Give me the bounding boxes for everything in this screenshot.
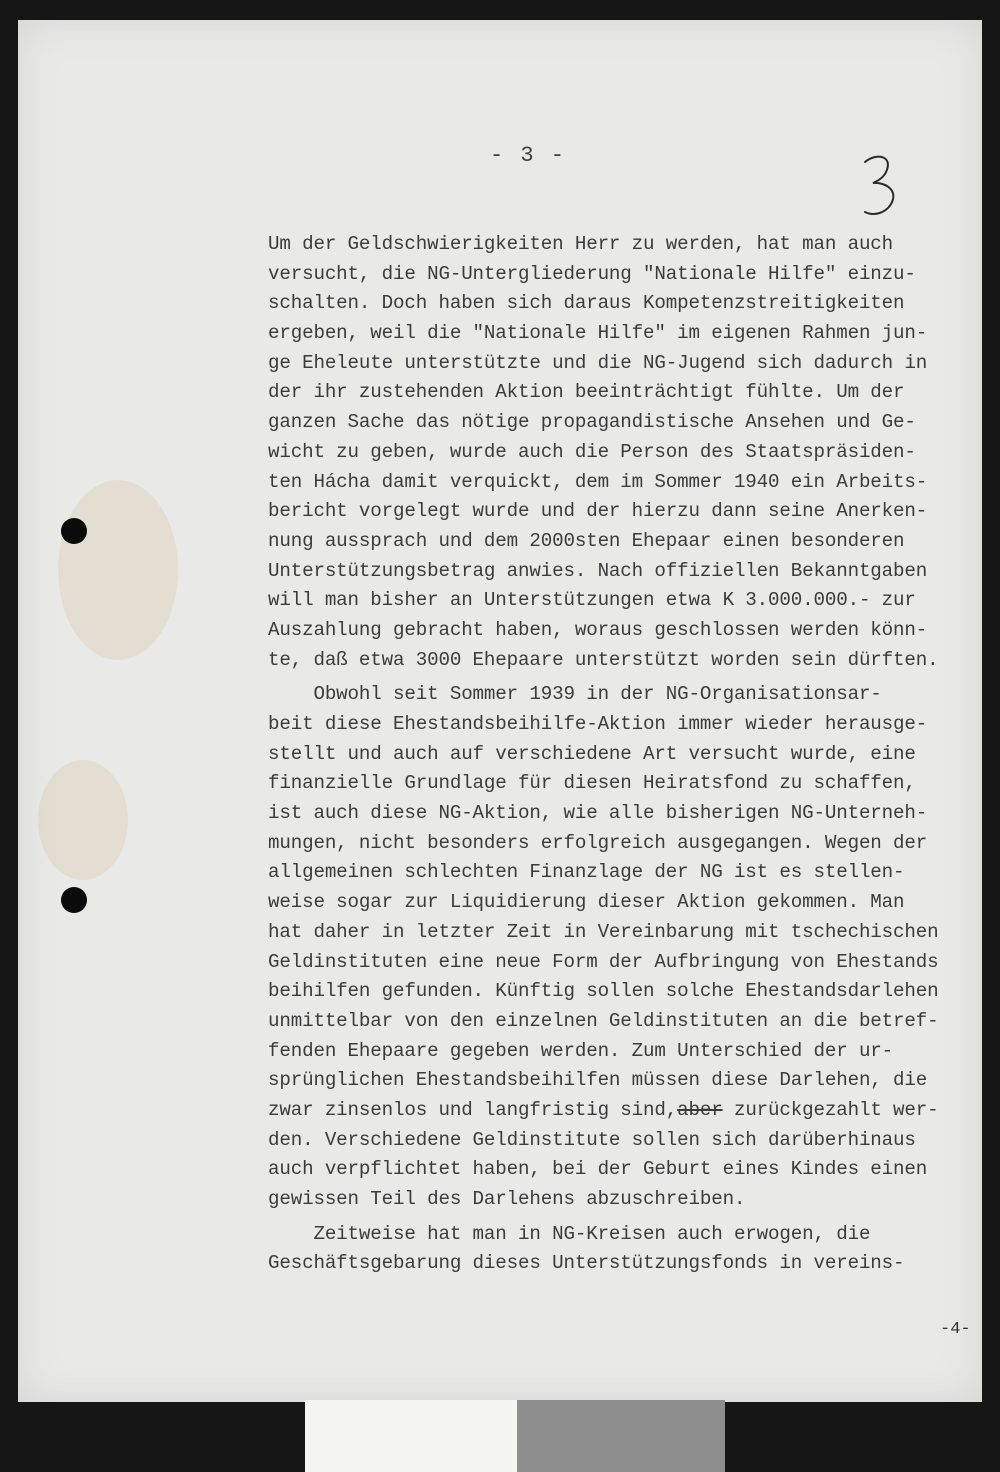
text-line: finanzielle Grundlage für diesen Heiratsfond zu schaffen, — [268, 772, 916, 795]
text-line: auch verpflichtet haben, bei der Geburt eines Kindes einen — [268, 1158, 928, 1181]
text-line: versucht, die NG-Untergliederung "Nationale Hilfe" einzu- — [268, 262, 916, 285]
page-number: - 3 - — [490, 143, 567, 168]
text-line: beihilfen gefunden. Künftig sollen solche Ehestandsdarlehen — [268, 980, 939, 1003]
paper-stain — [38, 760, 128, 880]
text-line: ist auch diese NG-Aktion, wie alle bisherigen NG-Unterneh- — [268, 802, 928, 825]
document-body — [268, 230, 978, 1279]
text-line: allgemeinen schlechten Finanzlage der NG ist es stellen- — [268, 861, 905, 884]
text-line: der ihr zustehenden Aktion beeinträchtigt fühlte. Um der — [268, 381, 905, 404]
next-page-marker: -4- — [940, 1320, 971, 1339]
text-segment: zurückgezahlt wer- — [722, 1098, 939, 1121]
text-line: fenden Ehepaare gegeben werden. Zum Unterschied der ur- — [268, 1039, 894, 1062]
text-line — [268, 1096, 978, 1126]
text-line: ergeben, weil die "Nationale Hilfe" im eigenen Rahmen jun- — [268, 322, 928, 345]
archive-tag-white — [305, 1400, 517, 1472]
text-line: Zeitweise hat man in NG-Kreisen auch erwogen, die — [268, 1222, 871, 1245]
text-line: unmittelbar von den einzelnen Geldinstituten an die betref- — [268, 1009, 939, 1032]
paper-stain — [58, 480, 178, 660]
text-line: Um der Geldschwierigkeiten Herr zu werden, hat man auch — [268, 233, 894, 255]
handwritten-page-number — [855, 150, 905, 220]
text-line: wicht zu geben, wurde auch die Person des Staatspräsiden- — [268, 440, 916, 463]
text-line: schalten. Doch haben sich daraus Kompetenzstreitigkeiten — [268, 292, 905, 315]
text-line: Auszahlung gebracht haben, woraus geschlossen werden könn- — [268, 618, 928, 641]
text-line: Geldinstituten eine neue Form der Aufbringung von Ehestands — [268, 950, 939, 973]
text-line: te, daß etwa 3000 Ehepaare unterstützt worden sein dürften. — [268, 648, 939, 671]
text-line: Unterstützungsbetrag anwies. Nach offiziellen Bekanntgaben — [268, 559, 928, 582]
text-segment: zwar zinsenlos und langfristig sind, — [268, 1098, 678, 1121]
text-line: ge Eheleute unterstützte und die NG-Jugend sich dadurch in — [268, 351, 928, 374]
text-line: stellt und auch auf verschiedene Art versucht wurde, eine — [268, 742, 916, 765]
text-line: bericht vorgelegt wurde und der hierzu dann seine Anerken- — [268, 500, 928, 523]
text-line: ten Hácha damit verquickt, dem im Sommer 1940 ein Arbeits- — [268, 470, 928, 493]
text-line: hat daher in letzter Zeit in Vereinbarung mit tschechischen — [268, 920, 939, 943]
text-line: gewissen Teil des Darlehens abzuschreiben. — [268, 1188, 746, 1210]
text-line: mungen, nicht besonders erfolgreich ausgegangen. Wegen der — [268, 831, 928, 854]
struck-word: aber — [677, 1098, 723, 1121]
archive-tag-gray — [517, 1400, 725, 1472]
text-line: ganzen Sache das nötige propagandistische Ansehen und Ge- — [268, 411, 916, 434]
text-line: beit diese Ehestandsbeihilfe-Aktion immer wieder herausge- — [268, 713, 928, 735]
text-line: sprünglichen Ehestandsbeihilfen müssen diese Darlehen, die — [268, 1069, 928, 1092]
text-line: den. Verschiedene Geldinstitute sollen sich darüberhinaus — [268, 1128, 916, 1151]
text-line: weise sogar zur Liquidierung dieser Aktion gekommen. Man — [268, 891, 905, 914]
punch-hole — [61, 518, 87, 544]
text-line: Obwohl seit Sommer 1939 in der NG-Organisationsar- — [268, 683, 882, 706]
text-line: Geschäftsgebarung dieses Unterstützungsfonds in vereins- — [268, 1252, 905, 1275]
text-line: will man bisher an Unterstützungen etwa K 3.000.000.- zur — [268, 589, 916, 612]
punch-hole — [61, 887, 87, 913]
text-line: nung aussprach und dem 2000sten Ehepaar einen besonderen — [268, 529, 905, 552]
